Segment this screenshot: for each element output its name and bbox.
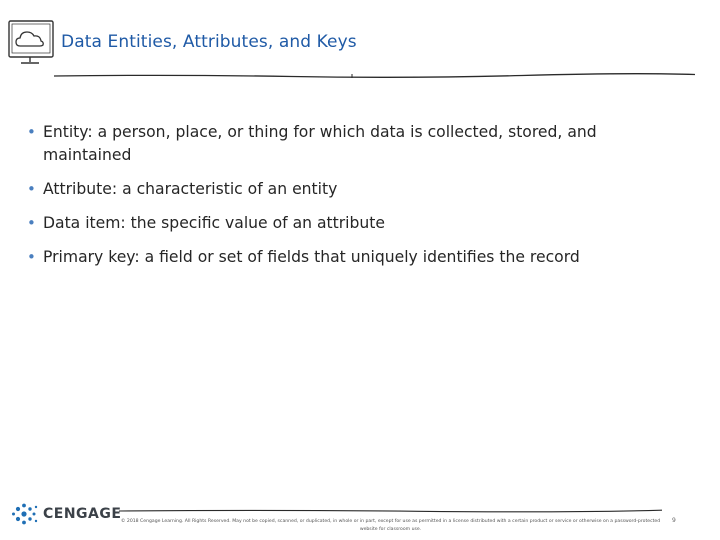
title-underline [52, 70, 697, 82]
footer-rule [118, 506, 663, 516]
bullet-dot-icon: • [27, 180, 36, 198]
bullet-text: Attribute: a characteristic of an entity [43, 180, 338, 198]
bullet-text: Primary key: a field or set of fields that uniquely identifies the record [43, 248, 580, 266]
bullet-item [27, 246, 677, 269]
bullet-list [27, 121, 677, 280]
cloud-monitor-icon [6, 18, 58, 68]
bullet-item [27, 121, 677, 167]
bullet-dot-icon: • [27, 214, 36, 232]
bullet-text: Entity: a person, place, or thing for which data is collected, stored, and maintained [43, 123, 597, 164]
logo-wordmark: CENGAGE [43, 506, 122, 522]
bullet-dot-icon: • [27, 248, 36, 266]
bullet-item [27, 212, 677, 235]
bullet-dot-icon: • [27, 123, 36, 141]
bullet-item [27, 178, 677, 201]
page-number: 9 [672, 517, 676, 524]
page-title: Data Entities, Attributes, and Keys [61, 32, 357, 52]
copyright-notice: © 2018 Cengage Learning. All Rights Reserved. May not be copied, scanned, or duplicated, in whole or in part, except for use as permitted in a license distributed with a certain product or service or otherwise on a password-protected website for classroom use. [120, 519, 661, 532]
bullet-text: Data item: the specific value of an attribute [43, 214, 386, 232]
